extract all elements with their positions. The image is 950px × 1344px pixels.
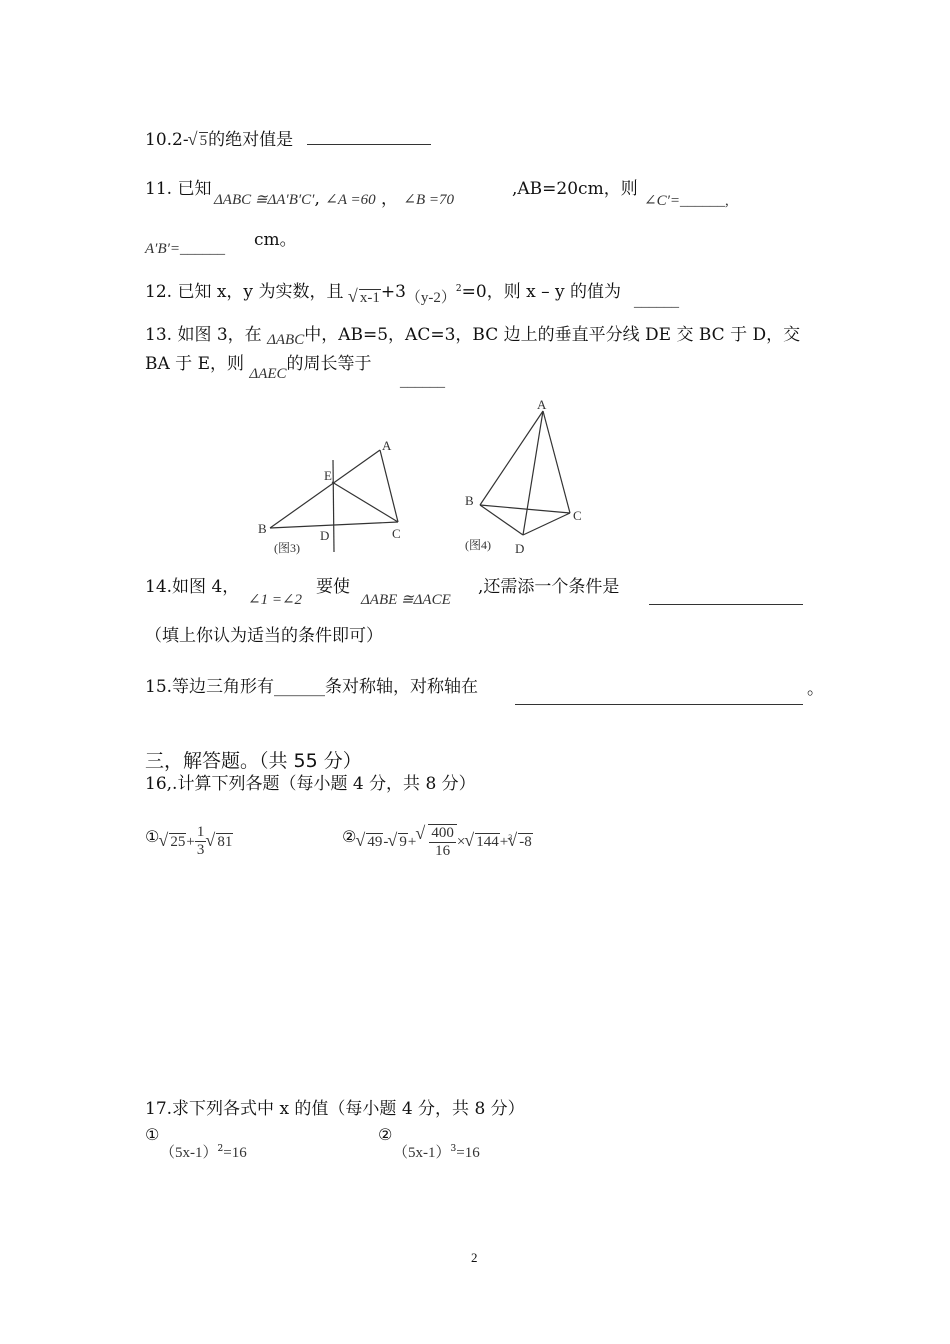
question-17-part-2: ② — [378, 1125, 393, 1144]
question-13-line1: 13. 如图 3，在 ΔABC中，AB=5，AC=3，BC 边上的垂直平分线 DE 交 BC 于 D，交 — [145, 325, 801, 348]
sqrt-expression: √ 5 — [189, 130, 209, 152]
question-14: 14.如图 4， — [145, 577, 240, 597]
question-15-end: 。 — [807, 679, 824, 699]
cube-root-expression: √ -8 — [508, 831, 533, 853]
question-17-part-1: ① — [145, 1125, 160, 1144]
question-12-blank[interactable]: ______ — [634, 294, 679, 310]
figure-4-label-b: B — [465, 493, 474, 508]
question-11: 11. 已知 — [145, 179, 212, 199]
figure-4-label-a: A — [537, 397, 547, 412]
sqrt-expression: √ 81 — [206, 831, 233, 853]
figure-3 — [250, 430, 430, 560]
sqrt-expression: √ 144 — [465, 831, 500, 853]
question-14-tail: ,还需添一个条件是 — [478, 577, 620, 597]
question-11-ab: ,AB=20cm，则 — [512, 179, 638, 199]
sqrt-expression: √ 25 — [159, 831, 186, 853]
question-16-title: 16,.计算下列各题（每小题 4 分，共 8 分） — [145, 774, 476, 794]
section-title: 三，解答题。（共 55 分） — [145, 750, 362, 772]
fraction: $\frac{1}{3}$ — [196, 824, 205, 858]
answer-blank[interactable]: ______ — [180, 241, 226, 257]
figure-4-caption: (图4) — [465, 538, 491, 552]
question-14-mid: 要使 — [316, 577, 350, 597]
question-11-angle-c: ∠C′=______, — [644, 193, 729, 209]
question-17-part-2-expr: $(5x-1)^3=16$ — [393, 1144, 480, 1161]
question-10: 10.2-√ 5的绝对值是 — [145, 128, 431, 152]
question-12: 12. 已知 x，y 为实数，且 √ $x-1+3(y-2)^2=0$，则 x – y 的值为 — [145, 278, 621, 304]
question-16-part-1: ①√ 25+ $\frac{1}{3}$ √ 81 — [145, 820, 233, 855]
figure-3-label-d: D — [320, 528, 330, 543]
figure-3-label-e: E — [324, 468, 332, 483]
question-11-math: ΔABC ≅ΔA′B′C′, ∠A =60 ， ∠B =70 — [214, 189, 455, 209]
figure-4-label-c: C — [573, 508, 582, 523]
figure-3-caption: (图3) — [274, 541, 300, 555]
figure-3-label-b: B — [258, 521, 267, 536]
question-17-title: 17.求下列各式中 x 的值（每小题 4 分，共 8 分） — [145, 1099, 525, 1119]
question-14-angles: ∠1 =∠2 — [248, 592, 303, 608]
question-13-blank[interactable]: ______ — [400, 374, 445, 390]
answer-blank[interactable]: ______ — [274, 677, 326, 697]
answer-blank[interactable] — [515, 688, 803, 705]
question-15: 15.等边三角形有______条对称轴，对称轴在 — [145, 677, 479, 697]
answer-blank[interactable]: ______, — [679, 193, 729, 209]
cube-root-index: 3 — [508, 832, 513, 842]
sqrt-fraction-expression — [416, 824, 457, 860]
sqrt-expression: √ 49 — [356, 831, 383, 853]
fraction: √ $\frac{400}{16}$ — [431, 825, 454, 859]
question-11-line2: A′B′=______ — [145, 241, 226, 257]
answer-blank[interactable] — [307, 128, 431, 145]
sqrt-expression: √ x-1 — [349, 287, 381, 309]
question-11-unit: cm。 — [254, 230, 297, 250]
page-number: 2 — [471, 1250, 478, 1265]
figure-4-label-d: D — [515, 541, 525, 556]
figure-3-label-a: A — [382, 438, 392, 453]
question-16-part-2: ②√ 49-√ 9+ √ $\frac{400}{16}$ ×√ 144+3√ -8 — [342, 820, 533, 856]
sqrt-expression: √ 9 — [388, 831, 408, 853]
question-14-congruence: ΔABE ≅ΔACE — [361, 592, 451, 608]
question-14-note: （填上你认为适当的条件即可） — [145, 626, 383, 646]
question-17-part-1-expr: $(5x-1)^2=16$ — [160, 1144, 247, 1161]
answer-blank[interactable] — [649, 588, 803, 605]
question-13-line2: BA 于 E，则 ΔAEC的周长等于 — [145, 354, 372, 382]
figure-3-label-c: C — [392, 526, 401, 541]
figure-4 — [455, 395, 595, 560]
